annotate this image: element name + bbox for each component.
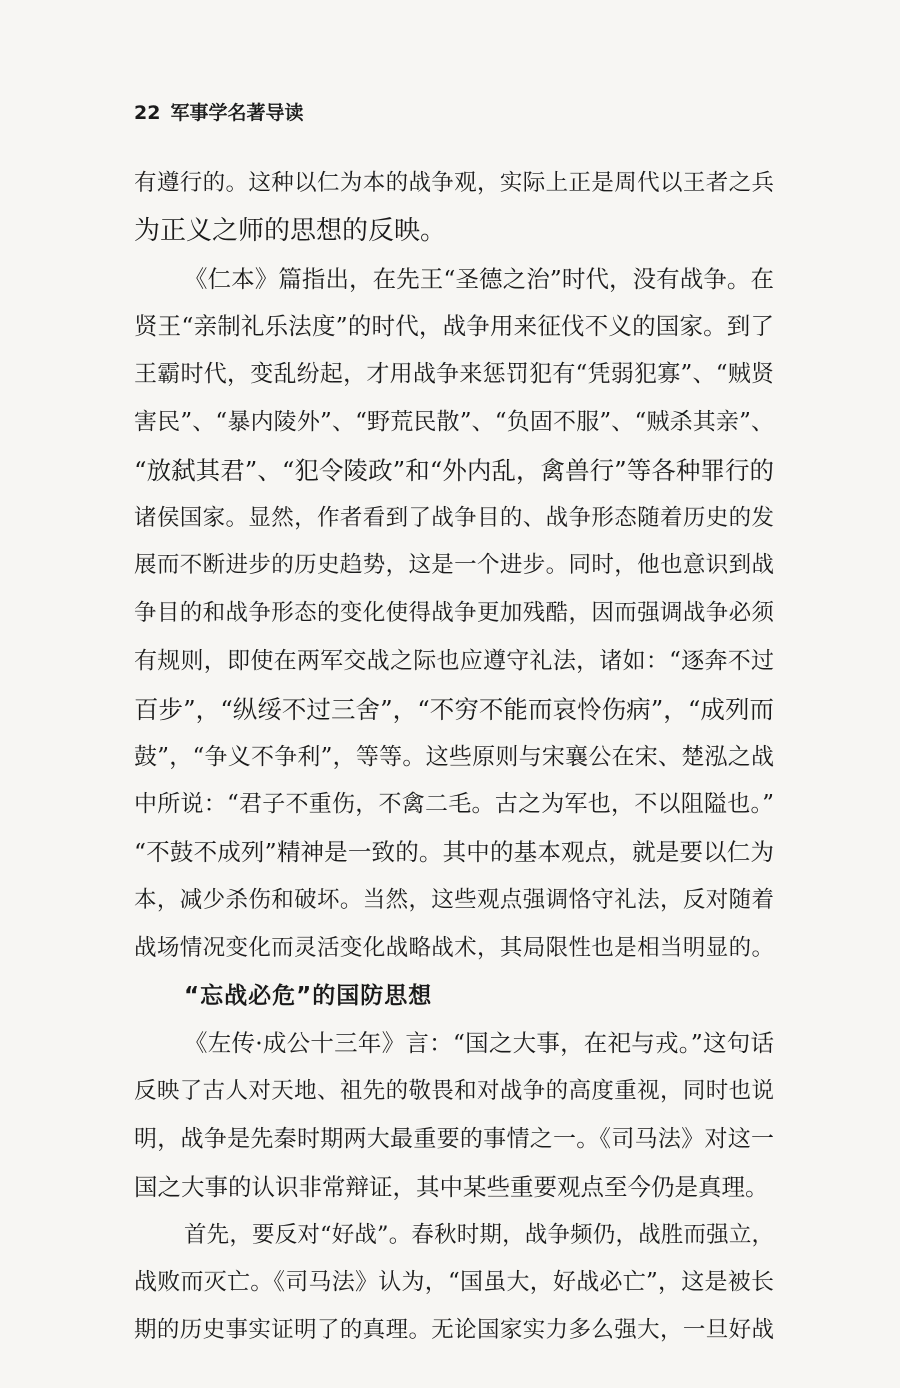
text-line: 鼓”，“争义不争利”，等等。这些原则与宋襄公在宋、楚泓之战	[134, 743, 774, 770]
text-line: “不鼓不成列”精神是一致的。其中的基本观点，就是要以仁为	[134, 838, 774, 867]
text-line: 展而不断进步的历史趋势，这是一个进步。同时，他也意识到战	[134, 552, 774, 579]
text-line: 诸侯国家。显然，作者看到了战争目的、战争形态随着历史的发	[134, 504, 774, 531]
section-heading: “忘战必危”的国防思想	[184, 982, 433, 1009]
text-line: 战败而灭亡。《司马法》认为，“国虽大，好战必亡”，这是被长	[134, 1269, 774, 1296]
text-line: 有规则，即使在两军交战之际也应遵守礼法，诸如：“逐奔不过	[134, 647, 774, 674]
text-line: 害民”、“暴内陵外”、“野荒民散”、“负固不服”、“贼杀其亲”、	[134, 408, 774, 435]
text-line: 有遵行的。这种以仁为本的战争观，实际上正是周代以王者之兵	[134, 170, 774, 196]
text-line: 反映了古人对天地、祖先的敬畏和对战争的高度重视，同时也说	[134, 1078, 774, 1105]
text-line: 《左传·成公十三年》言：“国之大事，在祀与戎。”这句话	[184, 1029, 774, 1058]
text-line: 首先，要反对“好战”。春秋时期，战争频仍，战胜而强立，	[184, 1221, 774, 1248]
text-line: 国之大事的认识非常辩证，其中某些重要观点至今仍是真理。	[134, 1172, 769, 1201]
text-line: 战场情况变化而灵活变化战略战术，其局限性也是相当明显的。	[134, 934, 774, 961]
text-line: 王霸时代，变乱纷起，才用战争来惩罚犯有“凭弱犯寡”、“贼贤	[134, 361, 774, 388]
text-line: 本，减少杀伤和破坏。当然，这些观点强调恪守礼法，反对随着	[134, 886, 774, 913]
running-header	[134, 98, 303, 125]
text-line: 中所说：“君子不重伤，不禽二毛。古之为军也，不以阻隘也。”	[134, 791, 774, 818]
text-line: 百步”，“纵绥不过三舍”，“不穷不能而哀怜伤病”，“成列而	[134, 694, 774, 724]
book-title: 军事学名著导读	[170, 102, 304, 124]
text-line: 贤王“亲制礼乐法度”的时代，战争用来征伐不义的国家。到了	[134, 312, 774, 341]
text-line: 为正义之师的思想的反映。	[134, 215, 447, 246]
text-line: 期的历史事实证明了的真理。无论国家实力多么强大，一旦好战	[134, 1317, 774, 1344]
page-number: 22	[134, 102, 161, 124]
text-line: 《仁本》篇指出，在先王“圣德之治”时代，没有战争。在	[184, 264, 774, 293]
text-line: 明，战争是先秦时期两大最重要的事情之一。《司马法》对这一	[134, 1125, 774, 1152]
text-line: “放弑其君”、“犯令陵政”和“外内乱，禽兽行”等各种罪行的	[134, 455, 774, 485]
text-line: 争目的和战争形态的变化使得战争更加残酷，因而强调战争必须	[134, 600, 774, 627]
body-text	[134, 160, 774, 1355]
